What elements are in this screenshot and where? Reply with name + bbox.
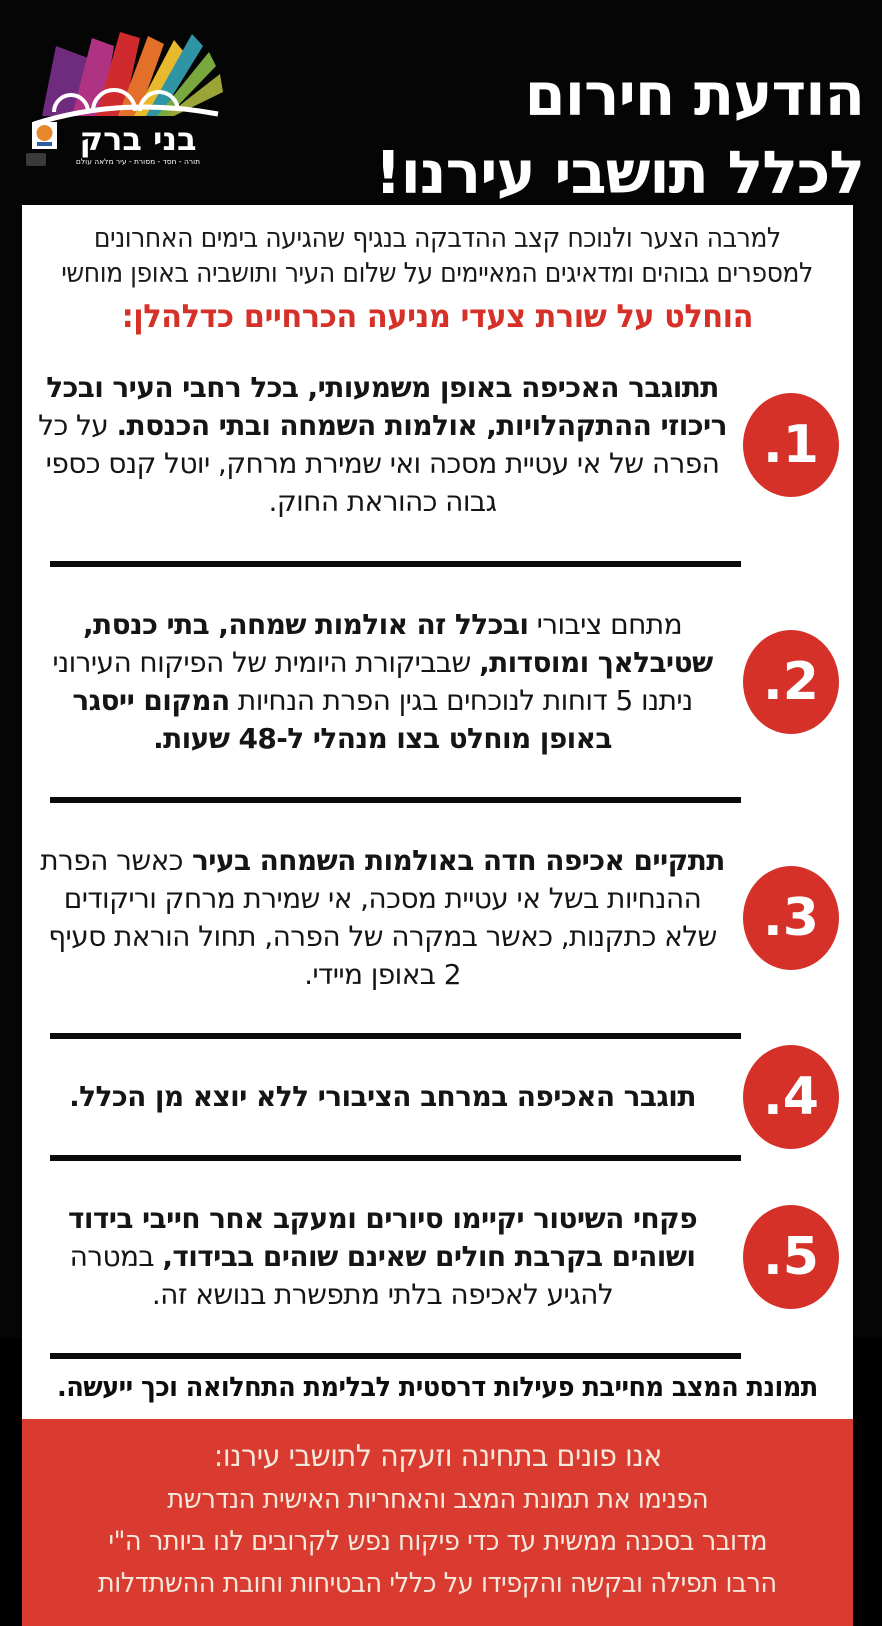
- page-title: [230, 56, 864, 213]
- number-badge-5: 5.: [743, 1205, 839, 1309]
- footer-line-3: מדובר בסכנה ממשית עד כדי פיקוח נפש לקרובים לנו ביותר ה"י: [108, 1525, 767, 1557]
- divider: [50, 797, 741, 803]
- directive-text-3: תתקיים אכיפה חדה באולמות השמחה בעיר כאשר הפרת ההנחיות בשל אי עטיית מסכה, אי שמירת מרחק וריקודים שלא כתקנות, כאשר במקרה של הפרה, תחול הוראת סעיף 2 באופן מיידי.: [40, 843, 725, 992]
- directive-text-2: מתחם ציבורי ובכלל זה אולמות שמחה, בתי כנסת, שטיבלאך ומוסדות, שבביקורת היומית של הפיקוח העירוני ניתנו 5 דוחות לנוכחים בגין הפרת הנחיות המקום ייסגר באופן מוחלט בצו מנהלי ל-48 שעות.: [52, 607, 713, 755]
- directive-item-3: [34, 808, 841, 1028]
- divider: [50, 1033, 741, 1039]
- directive-text-1: תתוגבר האכיפה באופן משמעותי, בכל רחבי העיר ובכל ריכוזי ההתקהלויות, אולמות השמחה ובתי הכנסת. על כל הפרה של אי עטיית מסכה ואי שמירת מרחק, יוטל קנס כספי גבוה כהוראת החוק.: [38, 371, 727, 519]
- directives-list: [34, 335, 841, 1359]
- directive-item-4: [34, 1044, 841, 1150]
- directive-text-5: פקחי השיטור יקיימו סיורים ומעקב אחר חייבי בידוד ושוהים בקרבת חולים שאינם שוהים בבידוד, במטרה להגיע לאכיפה בלתי מתפשרת בנושא זה.: [67, 1202, 698, 1312]
- number-badge-2: 2.: [743, 630, 839, 734]
- divider: [50, 561, 741, 567]
- footer-line-1: אנו פונים בתחינה וזעקה לתושבי עירנו:: [213, 1439, 662, 1475]
- appeal-footer: [22, 1419, 853, 1626]
- conclusion-line: תמונת המצב מחייבת פעילות דרסטית לבלימת התחלואה וכך ייעשה.: [57, 1372, 818, 1404]
- footer-line-4: הרבו תפילה ובקשה והקפידו על כללי הבטיחות וחובת ההשתדלות: [98, 1567, 777, 1599]
- number-badge-4: 4.: [743, 1045, 839, 1149]
- divider: [50, 1155, 741, 1161]
- number-badge-1: 1.: [743, 393, 839, 497]
- directive-text-4: תוגבר האכיפה במרחב הציבורי ללא יוצא מן הכלל.: [69, 1080, 696, 1114]
- footer-line-2: הפנימו את תמונת המצב והאחריות האישית הנדרשת: [167, 1483, 708, 1515]
- directive-item-1: [34, 335, 841, 555]
- intro-line-1: למרבה הצער ולנוכח קצב ההדבקה בנגיף שהגיעה בימים האחרונים: [94, 223, 781, 254]
- directive-item-5: [34, 1166, 841, 1348]
- secondary-emblem-icon: [26, 153, 46, 166]
- directive-item-2: [34, 572, 841, 792]
- intro-line-2: למספרים גבוהים ומדאיגים המאיימים על שלום העיר ותושביה באופן מוחשי: [61, 258, 813, 290]
- intro-paragraph: [34, 215, 841, 335]
- bnei-brak-logo-graphic: [26, 12, 224, 187]
- notice-body-panel: [22, 205, 853, 1419]
- title-line-2: לכלל תושבי עירנו!: [374, 137, 864, 207]
- logo-city-name: בני ברק: [79, 120, 197, 158]
- divider: [50, 1353, 741, 1359]
- header: [0, 0, 882, 205]
- decision-headline: הוחלט על שורת צעדי מניעה הכרחיים כדלהלן:: [121, 297, 754, 336]
- logo-tagline: תורה - חסד - מסורת - עיר מלאה עולם: [75, 157, 201, 166]
- city-logo: [26, 12, 224, 187]
- number-badge-3: 3.: [743, 866, 839, 970]
- title-line-1: הודעת חירום: [524, 59, 864, 129]
